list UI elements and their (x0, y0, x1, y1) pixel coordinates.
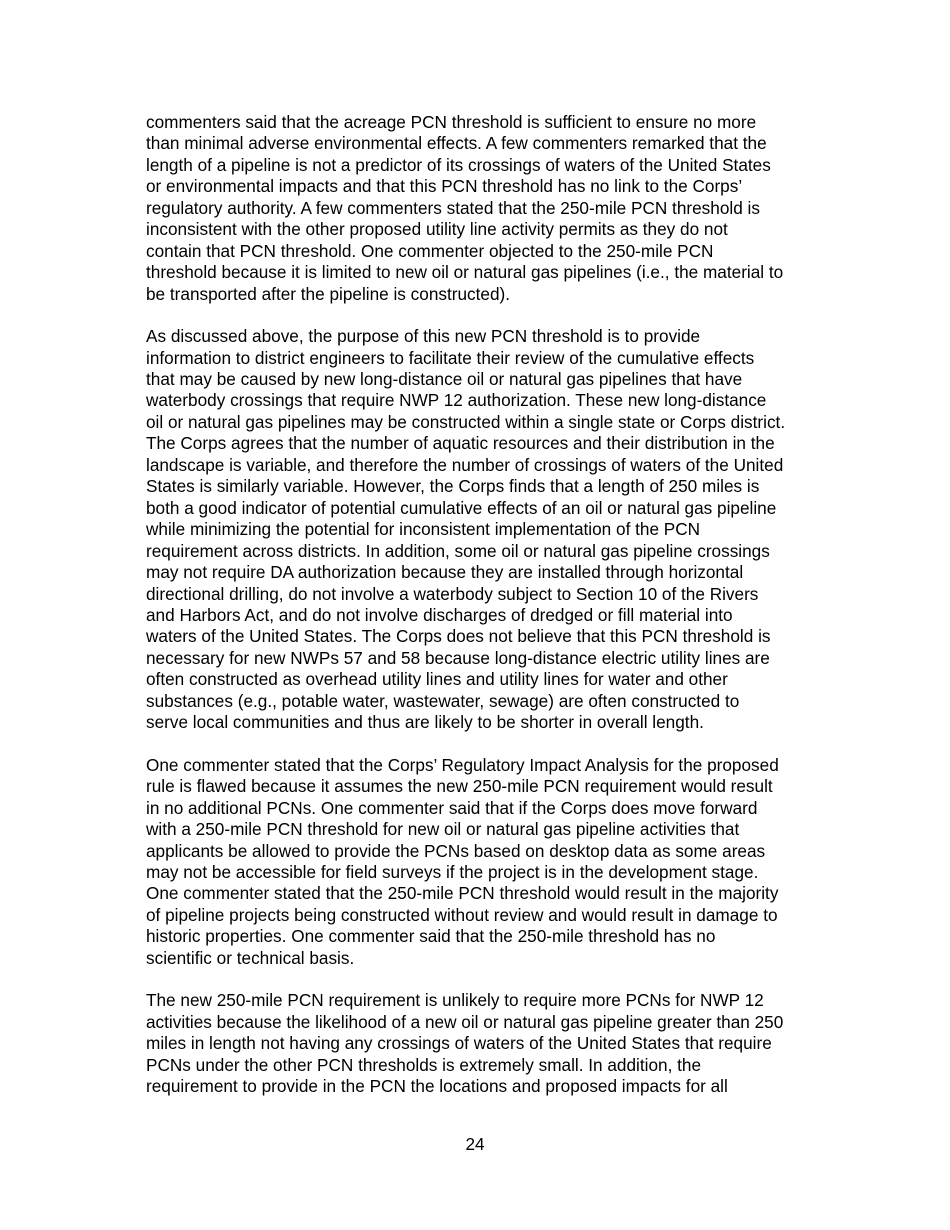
text-line: with a 250-mile PCN threshold for new oil or natural gas pipeline activities that (146, 819, 740, 840)
text-line: that may be caused by new long-distance oil or natural gas pipelines that have (146, 368, 743, 389)
text-line: both a good indicator of potential cumulative effects of an oil or natural gas pipeline (146, 497, 777, 518)
text-line: directional drilling, do not involve a waterbody subject to Section 10 of the Rivers (146, 583, 759, 604)
text-line: in no additional PCNs. One commenter said that if the Corps does move forward (146, 797, 758, 818)
text-line: serve local communities and thus are likely to be shorter in overall length. (146, 712, 704, 733)
text-line: inconsistent with the other proposed utility line activity permits as they do not (146, 219, 728, 240)
text-line: landscape is variable, and therefore the number of crossings of waters of the United (146, 454, 784, 475)
text-line: requirement across districts. In addition, some oil or natural gas pipeline crossings (146, 540, 770, 561)
text-line: may not be accessible for field surveys if the project is in the development stage. (146, 861, 759, 882)
text-line: necessary for new NWPs 57 and 58 because long-distance electric utility lines are (146, 647, 770, 668)
text-line: threshold because it is limited to new oil or natural gas pipelines (i.e., the material to (146, 262, 784, 283)
text-line: waters of the United States. The Corps does not believe that this PCN threshold is (146, 626, 771, 647)
text-line: information to district engineers to facilitate their review of the cumulative effects (146, 347, 755, 368)
body-text (146, 112, 846, 1118)
text-line: As discussed above, the purpose of this new PCN threshold is to provide (146, 326, 701, 347)
text-line: regulatory authority. A few commenters stated that the 250-mile PCN threshold is (146, 197, 760, 218)
text-line: contain that PCN threshold. One commenter objected to the 250-mile PCN (146, 240, 714, 261)
text-line: oil or natural gas pipelines may be constructed within a single state or Corps district. (146, 411, 786, 432)
text-line: or environmental impacts and that this PCN threshold has no link to the Corps’ (146, 176, 743, 197)
text-line: The Corps agrees that the number of aquatic resources and their distribution in the (146, 433, 775, 454)
text-line: historic properties. One commenter said that the 250-mile threshold has no (146, 926, 716, 947)
text-line: States is similarly variable. However, the Corps finds that a length of 250 miles is (146, 476, 760, 497)
text-line: waterbody crossings that require NWP 12 authorization. These new long-distance (146, 390, 767, 411)
text-line: commenters said that the acreage PCN threshold is sufficient to ensure no more (146, 112, 757, 132)
text-line: applicants be allowed to provide the PCNs based on desktop data as some areas (146, 840, 766, 861)
paragraph-4 (146, 990, 846, 1097)
paragraph-1 (146, 112, 846, 305)
text-line: substances (e.g., potable water, wastewater, sewage) are often constructed to (146, 690, 740, 711)
text-line: often constructed as overhead utility lines and utility lines for water and other (146, 669, 728, 690)
text-line: One commenter stated that the Corps’ Regulatory Impact Analysis for the proposed (146, 754, 779, 775)
text-line: length of a pipeline is not a predictor of its crossings of waters of the United States (146, 154, 771, 175)
text-line: of pipeline projects being constructed without review and would result in damage to (146, 904, 778, 925)
text-line: requirement to provide in the PCN the locations and proposed impacts for all (146, 1076, 728, 1097)
text-line: than minimal adverse environmental effects. A few commenters remarked that the (146, 133, 767, 154)
text-line: activities because the likelihood of a new oil or natural gas pipeline greater than 250 (146, 1011, 784, 1032)
text-line: while minimizing the potential for inconsistent implementation of the PCN (146, 519, 701, 540)
text-line: be transported after the pipeline is constructed). (146, 283, 511, 304)
text-line: may not require DA authorization because they are installed through horizontal (146, 562, 744, 583)
text-line: miles in length not having any crossings of waters of the United States that require (146, 1033, 772, 1054)
paragraph-2 (146, 326, 846, 734)
page-number: 24 (465, 1134, 485, 1154)
text-line: rule is flawed because it assumes the new 250-mile PCN requirement would result (146, 776, 773, 797)
text-line: PCNs under the other PCN thresholds is extremely small. In addition, the (146, 1054, 702, 1075)
text-line: The new 250-mile PCN requirement is unlikely to require more PCNs for NWP 12 (146, 990, 764, 1011)
text-line: One commenter stated that the 250-mile PCN threshold would result in the majority (146, 883, 779, 904)
text-line: and Harbors Act, and do not involve discharges of dredged or fill material into (146, 604, 733, 625)
paragraph-3 (146, 755, 846, 970)
text-line: scientific or technical basis. (146, 947, 355, 968)
